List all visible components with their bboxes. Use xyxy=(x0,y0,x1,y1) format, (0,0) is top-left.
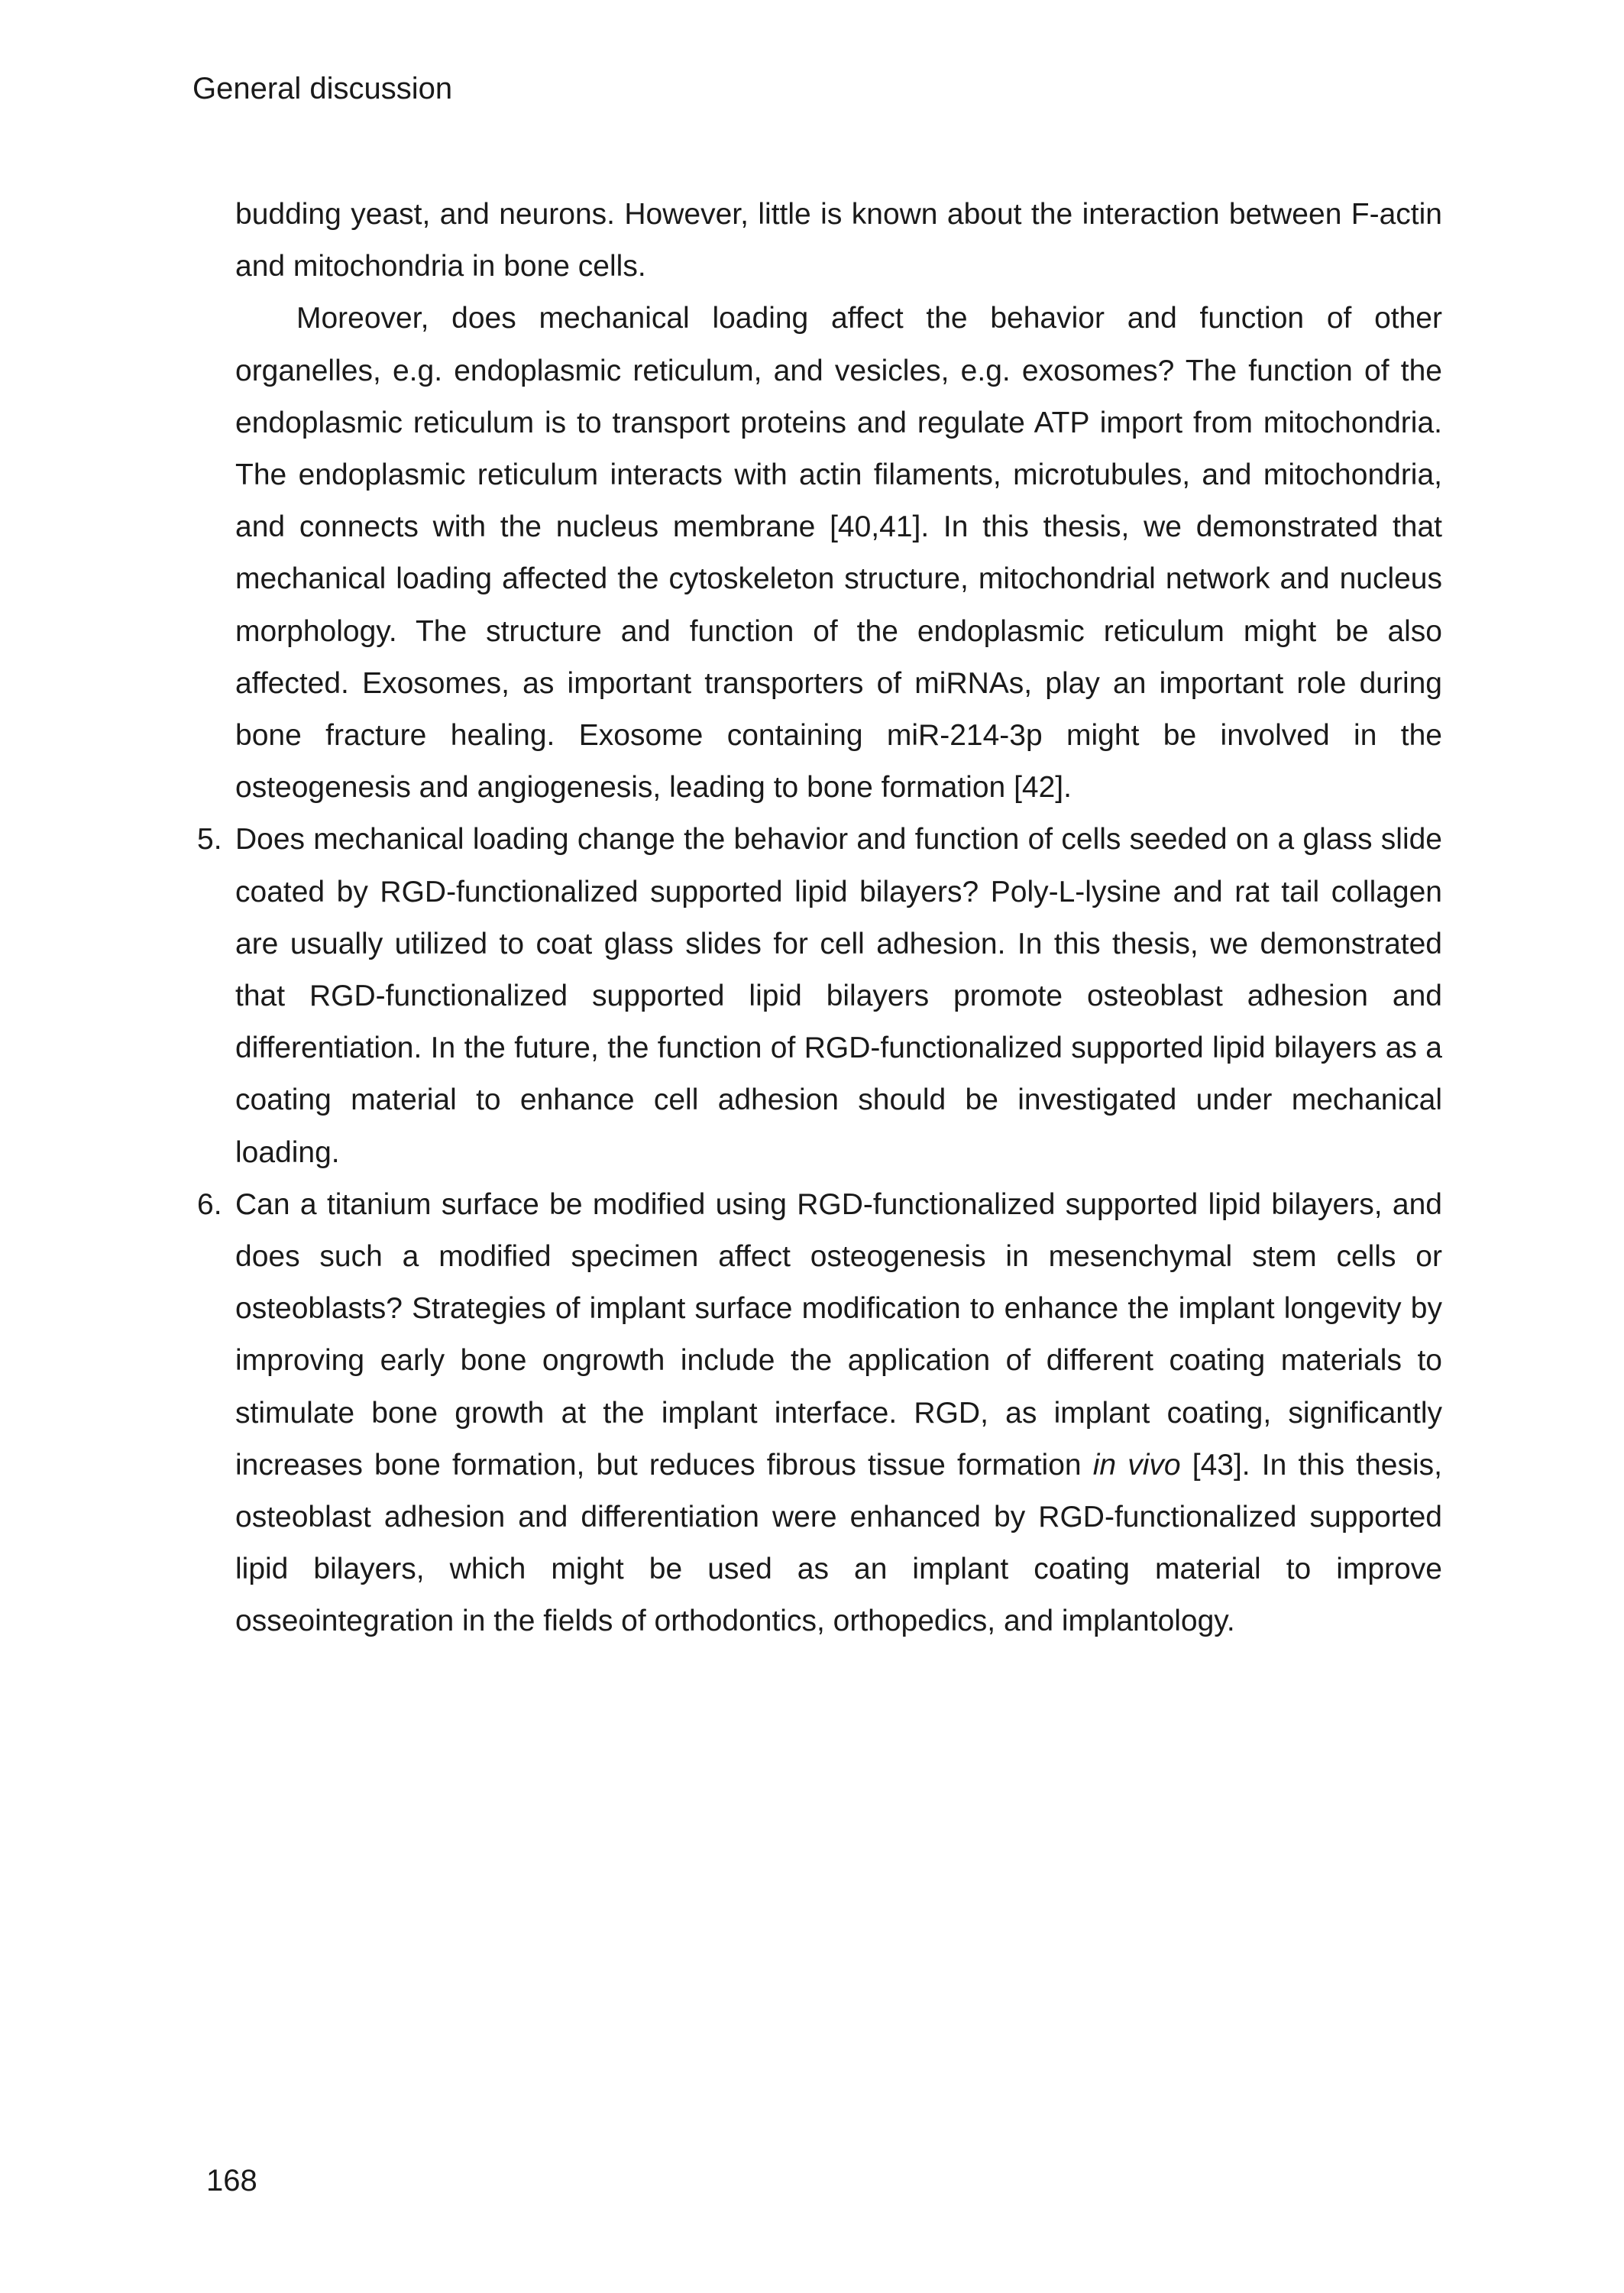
question-list xyxy=(197,814,1442,1647)
paragraph-continuation: budding yeast, and neurons. However, little is known about the interaction between F-actin and mitochondria in bone cells. xyxy=(235,198,1442,283)
list-item xyxy=(197,1179,1442,1648)
list-item-text-end: [43]. In this thesis, osteoblast adhesion and differentiation were enhanced by RGD-functionalized supported lipid bilayers, which might be used as an implant coating material to improve osseointegration in the fields of orthodontics, orthopedics, and implantology. xyxy=(235,1448,1442,1638)
list-item xyxy=(197,814,1442,1178)
list-item-number: 6. xyxy=(197,1187,222,1221)
page-body xyxy=(197,189,1442,1648)
list-item-number: 5. xyxy=(197,823,222,857)
running-header: General discussion xyxy=(192,72,453,105)
paragraph-moreover: Moreover, does mechanical loading affect the behavior and function of other organelles, e.g. endoplasmic reticulum, and vesicles, e.g. exosomes? The function of the endoplasmic reticulum is to transport proteins and regulate ATP import from mitochondria. The endoplasmic reticulum interacts with actin filaments, microtubules, and mitochondria, and connects with the nucleus membrane [40,41]. In this thesis, we demonstrated that mechanical loading affected the cytoskeleton structure, mitochondrial network and nucleus morphology. The structure and function of the endoplasmic reticulum might be also affected. Exosomes, as important transporters of miRNAs, play an important role during bone fracture healing. Exosome containing miR-214-3p might be involved in the osteogenesis and angiogenesis, leading to bone formation [42]. xyxy=(235,302,1442,805)
list-item-text-start: Can a titanium surface be modified using RGD-functionalized supported lipid bilayers, and does such a modified specimen affect osteogenesis in mesenchymal stem cells or osteoblasts? Strategies of implant surface modification to enhance the implant longevity by improving early bone ongrowth include the application of different coating materials to stimulate bone growth at the implant interface. RGD, as implant coating, significantly increases bone formation, but reduces fibrous tissue formation xyxy=(235,1187,1442,1482)
italic-term: in vivo xyxy=(1092,1448,1181,1482)
list-item-text: Does mechanical loading change the behavior and function of cells seeded on a glass slide coated by RGD-functionalized supported lipid bilayers? Poly-L-lysine and rat tail collagen are usually utilized to coat glass slides for cell adhesion. In this thesis, we demonstrated that RGD-functionalized supported lipid bilayers promote osteoblast adhesion and differentiation. In the future, the function of RGD-functionalized supported lipid bilayers as a coating material to enhance cell adhesion should be investigated under mechanical loading. xyxy=(235,823,1442,1169)
page-number: 168 xyxy=(206,2164,257,2197)
